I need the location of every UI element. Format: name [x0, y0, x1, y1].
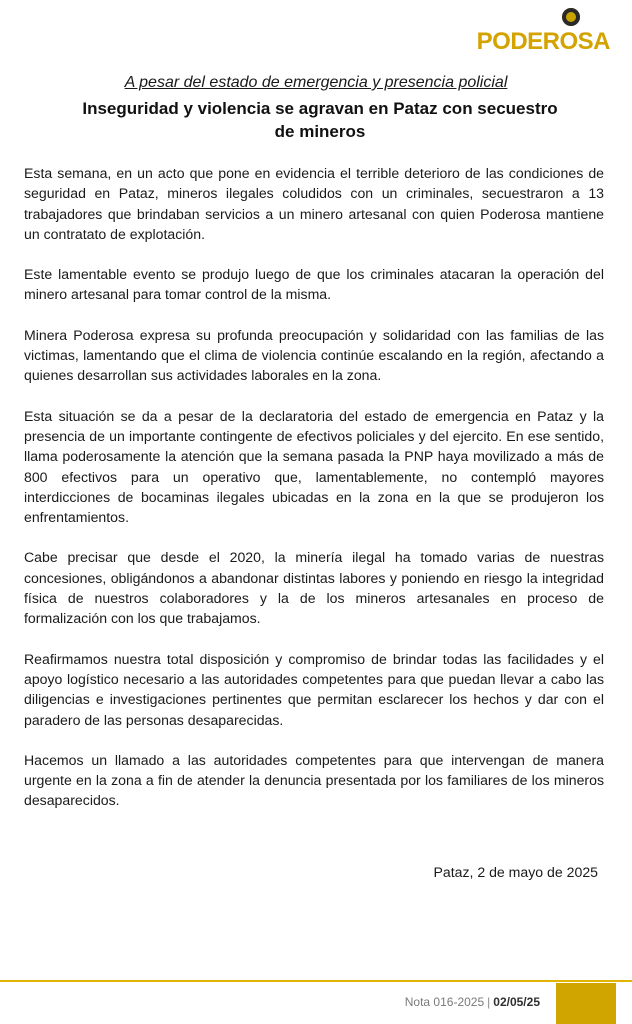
footer-date: 02/05/25	[493, 995, 540, 1009]
page-title: Inseguridad y violencia se agravan en Pataz con secuestro de mineros	[82, 99, 558, 141]
note-number: Nota 016-2025	[404, 995, 485, 1009]
paragraph-3: Minera Poderosa expresa su profunda preocupación y solidaridad con las familias de las victimas, lamentando que el clima de violencia continúe escalando en la región, afectando a quienes desarrollan sus actividades laborales en la zona.	[24, 326, 604, 384]
logo-wordmark: PODEROSA	[476, 28, 610, 55]
paragraph-7: Hacemos un llamado a las autoridades competentes para que intervengan de manera urgente en la zona a fin de atender la denuncia presentada por los familiares de los mineros desaparecidos.	[24, 751, 604, 809]
place-date-signoff: Pataz, 2 de mayo de 2025	[433, 864, 598, 880]
footer-separator: |	[487, 995, 491, 1009]
footer-accent-block	[556, 983, 616, 1024]
paragraph-5: Cabe precisar que desde el 2020, la minería ilegal ha tomado varias de nuestras concesiones, obligándonos a abandonar distintas labores y poniendo en riesgo la integridad física de nuestros colaboradores y la de los mineros artesanales en proceso de formalización con los que trabajamos.	[24, 549, 604, 627]
press-release-body	[24, 163, 604, 831]
paragraph-2: Este lamentable evento se produjo luego de que los criminales atacaran la operación del minero artesanal para tomar control de la misma.	[24, 266, 604, 303]
paragraph-6: Reafirmamos nuestra total disposición y compromiso de brindar todas las facilidades y el apoyo logístico necesario a las autoridades competentes para que puedan llevar a cabo las diligencias e investigaciones pertinentes que permitan esclarecer los hechos y dar con el paradero de las personas desaparecidas.	[24, 650, 604, 728]
footer-divider	[0, 980, 632, 982]
logo-circle-icon	[562, 8, 580, 26]
paragraph-4: Esta situación se da a pesar de la declaratoria del estado de emergencia en Pataz y la presencia de un importante contingente de efectivos policiales y del ejercito. En ese sentido, llama poderosamente la atención que la semana pasada la PNP haya movilizado a más de 800 efectivos para un operativo que, lamentablemente, no contempló mayores interdicciones de bocaminas ilegales ubicadas en la zona en la que se produjeron los enfrentamientos.	[24, 407, 604, 526]
paragraph-1: Esta semana, en un acto que pone en evidencia el terrible deterioro de las condiciones de seguridad en Pataz, mineros ilegales coludidos con un criminales, secuestraron a 13 trabajadores que brindaban servicios a un minero artesanal con quien Poderosa mantiene un contratato de explotación.	[24, 165, 604, 242]
footer-reference	[405, 995, 540, 1009]
kicker-subtitle: A pesar del estado de emergencia y presencia policial	[124, 74, 508, 91]
poderosa-logo	[460, 8, 610, 54]
